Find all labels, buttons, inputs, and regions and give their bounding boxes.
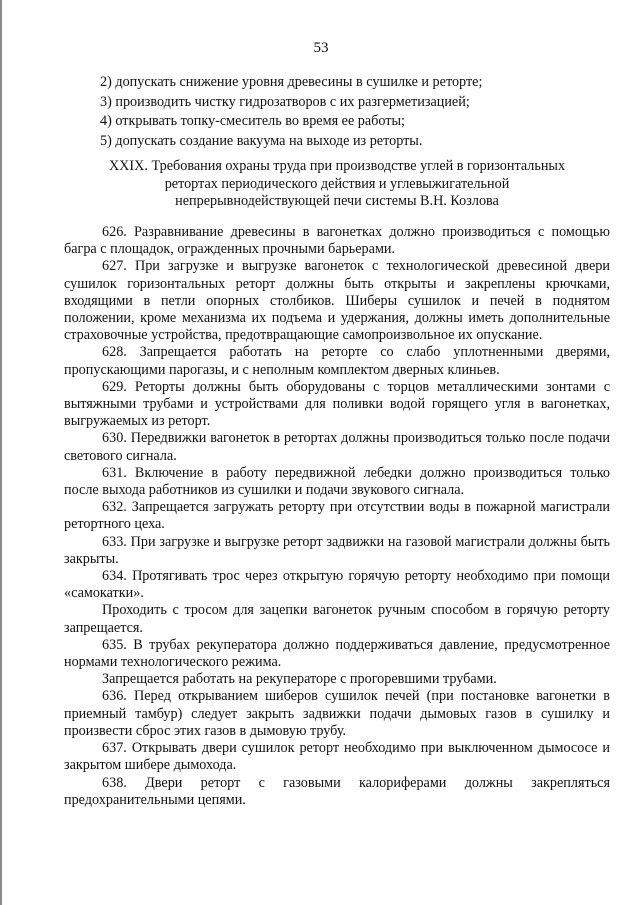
section-heading-line: XXIX. Требования охраны труда при производстве углей в горизонтальных [108,158,566,174]
paragraph-637: 637. Открывать двери сушилок реторт необходимо при выключенном дымососе и закрытом шибере дымохода. [64,740,610,774]
paragraph-632: 632. Запрещается загружать реторту при отсутствии воды в пожарной магистрали ретортного цеха. [64,499,610,533]
prohibited-actions-list [100,73,600,151]
paragraph-635-note: Запрещается работать на рекуператоре с прогоревшими трубами. [102,671,497,688]
paragraph-635: 635. В трубах рекуператора должно поддерживаться давление, предусмотренное нормами технологического режима. [64,636,610,671]
section-body [64,224,610,809]
list-item: 4) открывать топку-смеситель во время ее работы; [100,113,405,129]
paragraph-634-note: Проходить с тросом для зацепки вагонеток ручным способом в горячую реторту запрещается. [64,602,610,636]
paragraph-630: 630. Передвижки вагонеток в ретортах должны производиться только после подачи светового сигнала. [64,430,610,464]
paragraph-638: 638. Двери реторт с газовыми калориферами должны закрепляться предохранительными цепями. [64,774,610,808]
section-heading-line: ретортах периодического действия и углевыжигательной [164,175,510,192]
section-heading [66,158,608,211]
section-heading-line: непрерывнодействующей печи системы В.Н. Козлова [175,193,499,209]
paragraph-636: 636. Перед открыванием шиберов сушилок печей (при постановке вагонетки в приемный тамбур) следует закрыть задвижки подачи дымовых газов в сушилку и произвести сброс этих газов в дымовую трубу. [64,688,610,739]
paragraph-633: 633. При загрузке и выгрузке реторт задвижки на газовой магистрали должны быть закрыты. [64,533,610,567]
paragraph-627: 627. При загрузке и выгрузке вагонеток с технологической древесиной двери сушилок горизонтальных реторт должны быть открыты и закреплены крючками, входящими в петли опорных столбиков. Шиберы сушилок и печей в поднятом положении, кроме механизма их подъема и удержания, должны иметь дополнительные страховочные устройства, предотвращающие самопроизвольное их опускание. [64,258,610,344]
list-item: 2) допускать снижение уровня древесины в сушилке и реторте; [100,74,483,90]
paragraph-634: 634. Протягивать трос через открытую горячую реторту необходимо при помощи «самокатки». [64,568,610,602]
paragraph-629: 629. Реторты должны быть оборудованы с торцов металлическими зонтами с вытяжными трубами и устройствами для поливки водой горящего угля в вагонетках, выгружаемых из реторт. [64,378,610,430]
paragraph-631: 631. Включение в работу передвижной лебедки должно производиться только после выхода работников из сушилки и подачи звукового сигнала. [64,464,610,499]
paragraph-626: 626. Разравнивание древесины в вагонетках должно производиться с помощью багра с площадок, огражденных прочными барьерами. [64,224,610,258]
list-item: 5) допускать создание вакуума на выходе из реторты. [100,132,423,149]
paragraph-628: 628. Запрещается работать на реторте со слабо уплотненными дверями, пропускающими парогазы, и с неполным комплектом дверных клиньев. [64,344,610,378]
list-item: 3) производить чистку гидрозатворов с их разгерметизацией; [100,93,470,110]
page-number: 53 [313,40,329,56]
